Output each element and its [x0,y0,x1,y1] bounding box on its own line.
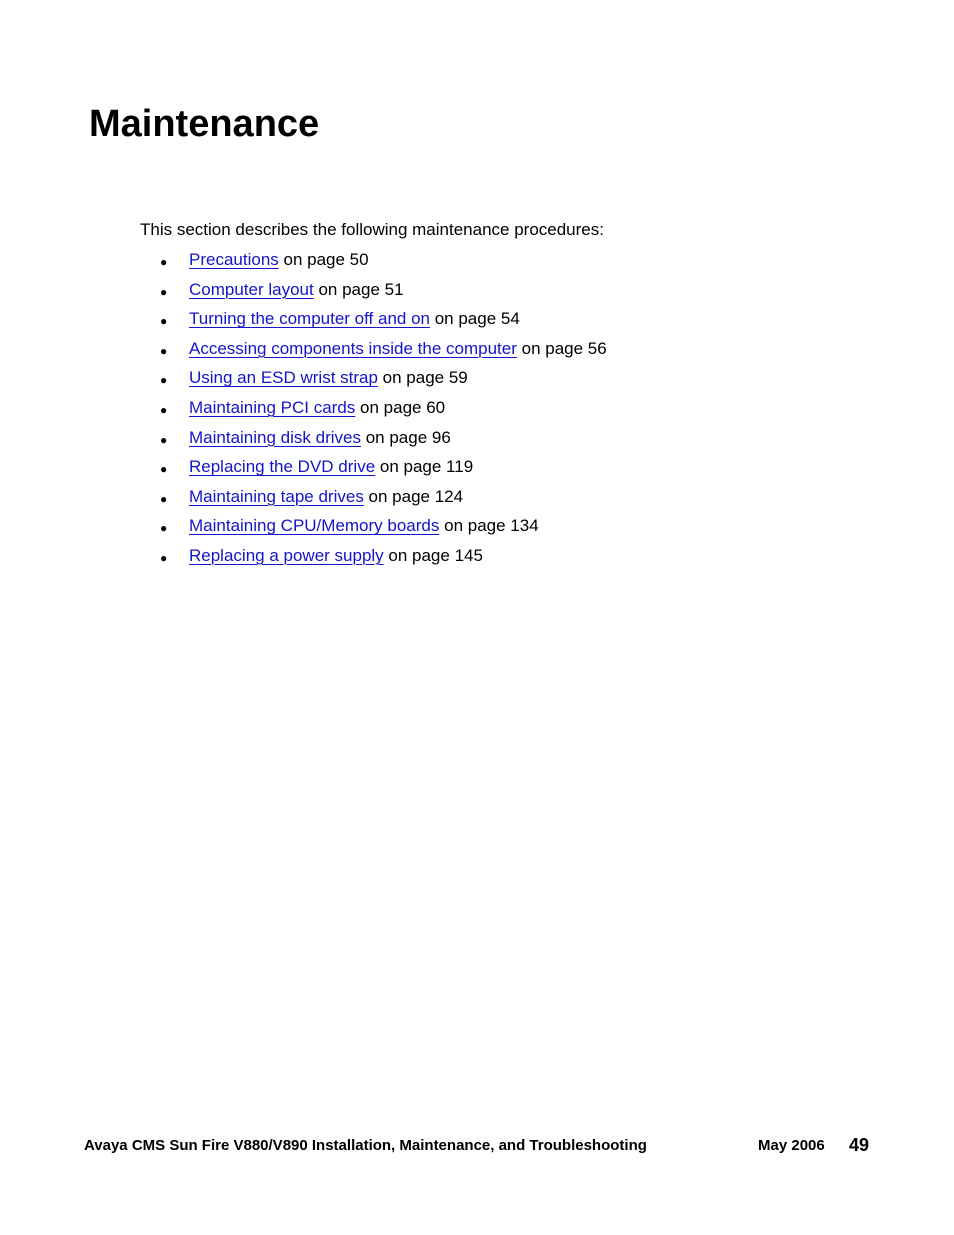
bullet-icon: ● [160,462,168,477]
list-item [160,279,607,309]
page-reference: on page 124 [363,486,464,506]
page-reference: on page 50 [278,250,369,269]
bullet-icon: ● [160,373,168,388]
page-reference: on page 96 [360,427,451,447]
bullet-icon: ● [160,284,168,299]
footer-page-number: 49 [849,1135,870,1155]
page-reference: on page 59 [377,368,468,388]
page-reference: on page 134 [439,516,539,536]
link-maintaining-tape-drives[interactable]: Maintaining tape drives [189,486,364,506]
page-reference: on page 51 [313,279,404,299]
link-accessing-components[interactable]: Accessing components inside the computer [189,338,517,358]
list-item [160,338,607,368]
page-footer [84,1134,870,1158]
list-item [160,545,607,575]
page-reference: on page 60 [355,397,446,417]
link-precautions[interactable]: Precautions [189,250,279,269]
bullet-icon: ● [160,550,168,565]
link-replacing-dvd-drive[interactable]: Replacing the DVD drive [189,457,376,477]
list-item [160,515,607,545]
page-reference: on page 54 [430,309,520,329]
link-maintaining-cpu-memory-boards[interactable]: Maintaining CPU/Memory boards [189,516,440,536]
bullet-icon: ● [160,255,168,269]
bullet-icon: ● [160,314,168,329]
bullet-icon: ● [160,521,168,536]
bullet-icon: ● [160,491,168,506]
link-turning-computer-off-on[interactable]: Turning the computer off and on [189,309,430,329]
list-item [160,456,607,486]
link-replacing-power-supply[interactable]: Replacing a power supply [189,545,384,565]
footer-date: May 2006 [758,1137,825,1154]
list-item [160,486,607,516]
page-reference: on page 56 [516,338,607,358]
footer-document-title: Avaya CMS Sun Fire V880/V890 Installation, Maintenance, and Troubleshooting [84,1137,647,1154]
list-item [160,308,607,338]
link-esd-wrist-strap[interactable]: Using an ESD wrist strap [189,368,378,388]
list-item [160,397,607,427]
page-reference: on page 145 [383,545,483,565]
bullet-icon: ● [160,432,168,447]
list-item [160,427,607,457]
page-reference: on page 119 [375,457,474,477]
procedure-list [160,249,607,575]
page-title: Maintenance [89,103,320,145]
link-maintaining-disk-drives[interactable]: Maintaining disk drives [189,427,361,447]
bullet-icon: ● [160,402,168,417]
list-item [160,249,607,279]
list-item [160,367,607,397]
link-maintaining-pci-cards[interactable]: Maintaining PCI cards [189,397,356,417]
intro-paragraph: This section describes the following maintenance procedures: [140,220,604,239]
bullet-icon: ● [160,343,168,358]
link-computer-layout[interactable]: Computer layout [189,279,314,299]
